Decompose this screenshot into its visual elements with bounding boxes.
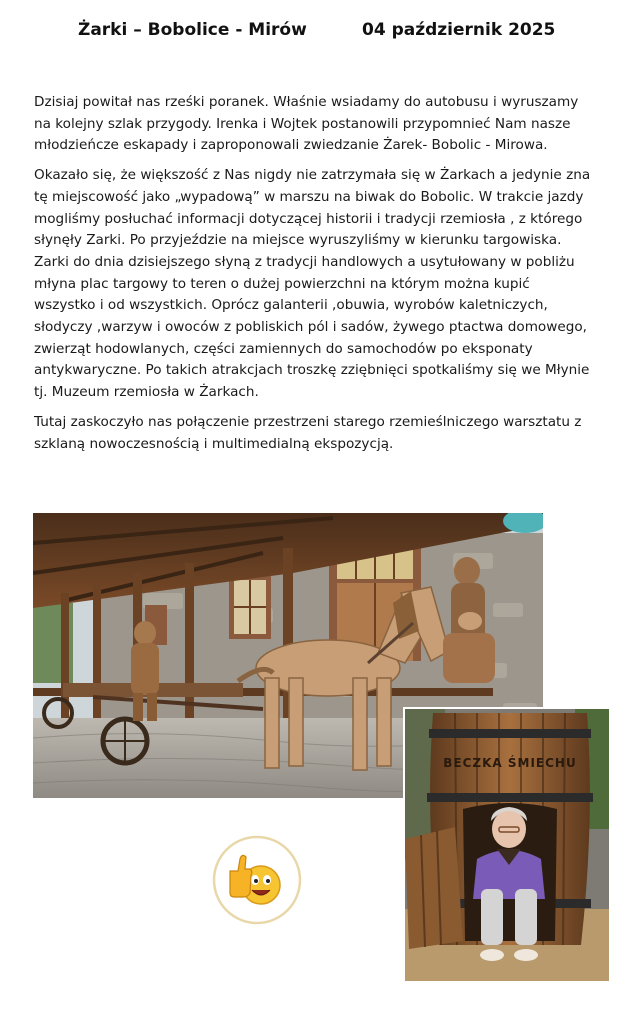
page-header bbox=[0, 18, 635, 46]
paragraph-market: Okazało się, że większość z Nas nigdy nie zatrzymała się w Żarkach a jedynie zna tę miejscowość jako „wypadową” w marszu na biwak do Bobolic. W trakcie jazdy mogliśmy posłuchać informacji dotyczącej historii i tradycji rzemiosła , z którego słynęły Zarki. Po przyjeździe na miejsce wyruszyliśmy w kierunku targowiska. Zarki do dnia dzisiejszego słyną z tradycji handlowych a usytułowany w pobliżu młyna plac targowy to teren o dużej powierzchni na którym można kupić wszystko i od wszystkich. Oprócz galanterii ,obuwia, wyrobów kaletniczych, słodyczy ,warzyw i owoców z pobliskich pól i sadów, żywego ptactwa domowego, zwierząt hodowlanych, części zamiennych do samochodów po eksponaty antykwaryczne. Po takich atrakcjach troszkę zziębnięci spotkaliśmy się we Młynie tj. Muzeum rzemiosła w Żarkach. bbox=[34, 167, 591, 401]
route-title: Żarki – Bobolice - Mirów bbox=[78, 20, 307, 40]
article-body bbox=[34, 92, 594, 463]
event-date: 04 październik 2025 bbox=[362, 20, 556, 40]
barrel-sign-text: BECZKA ŚMIECHU bbox=[443, 756, 577, 770]
thumbs-up-smiley-icon bbox=[212, 835, 302, 925]
paragraph-intro: Dzisiaj powitał nas rześki poranek. Właśnie wsiadamy do autobusu i wyruszamy na kolejny szlak przygody. Irenka i Wojtek postanowili przypomnieć Nam nasze młodzieńcze eskapady i zaproponowali zwiedzanie Żarek- Bobolic - Mirowa. bbox=[34, 94, 579, 154]
paragraph-museum: Tutaj zaskoczyło nas połączenie przestrzeni starego rzemieślniczego warsztatu z szklaną nowoczesnością i multimedialną ekspozycją. bbox=[34, 413, 582, 452]
laughing-barrel-photo bbox=[403, 707, 611, 983]
